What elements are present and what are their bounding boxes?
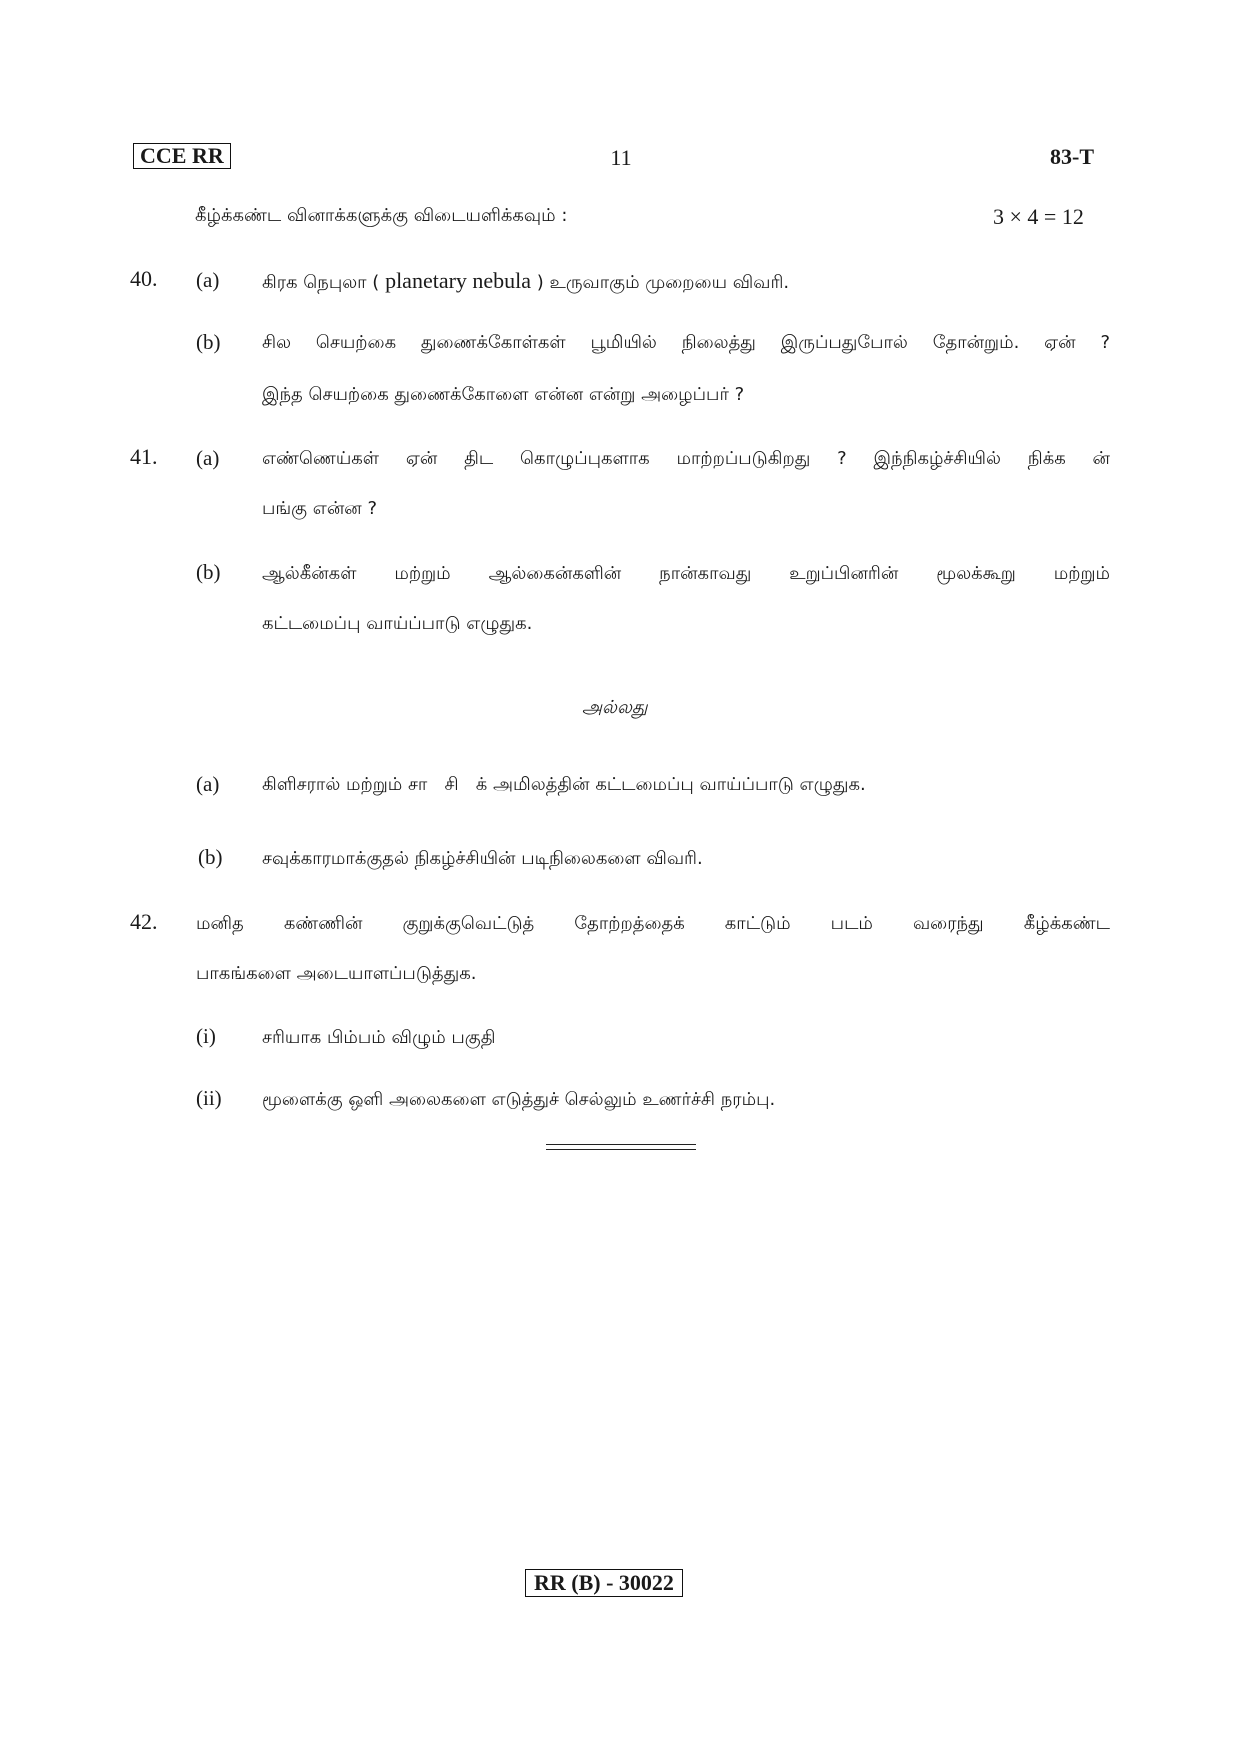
q42-ii-label: (ii): [196, 1086, 222, 1110]
q41-a-label: (a): [196, 446, 220, 470]
q40-b-line1: சில செயற்கை துணைக்கோள்கள் பூமியில் நிலைத்து இருப்பதுபோல் தோன்றும். ஏன் ?: [262, 332, 1110, 353]
paper-code-box: CCE RR: [133, 143, 231, 169]
section-instruction: கீழ்க்கண்ட வினாக்களுக்கு விடையளிக்கவும் :: [195, 205, 568, 226]
q41-alt-b-text: சவுக்காரமாக்குதல் நிகழ்ச்சியின் படிநிலைகளை விவரி.: [262, 848, 703, 869]
q41-a-line1: எண்ணெய்கள் ஏன் திட கொழுப்புகளாக மாற்றப்படுகிறது ? இந்நிகழ்ச்சியில் நிக்க ன்: [262, 448, 1110, 469]
q42-i-text: சரியாக பிம்பம் விழும் பகுதி: [262, 1027, 496, 1048]
q41-b-label: (b): [196, 560, 221, 584]
q41-alt-a-text: கிளிசரால் மற்றும் சா சி க் அமிலத்தின் கட்டமைப்பு வாய்ப்பாடு எழுதுக.: [262, 774, 866, 795]
q41-b-line1: ஆல்கீன்கள் மற்றும் ஆல்கைன்களின் நான்காவது உறுப்பினரின் மூலக்கூறு மற்றும்: [262, 563, 1110, 584]
q40-a-text: [262, 268, 789, 295]
question-number-40: 40.: [130, 266, 158, 291]
footer-code-box: RR (B) - 30022: [525, 1569, 683, 1597]
page-number: 11: [610, 145, 632, 170]
q42-line1: மனித கண்ணின் குறுக்குவெட்டுத் தோற்றத்தைக் காட்டும் படம் வரைந்து கீழ்க்கண்ட: [196, 913, 1110, 934]
subject-code: 83-T: [1050, 144, 1094, 169]
q42-ii-text: மூளைக்கு ஒளி அலைகளை எடுத்துச் செல்லும் உணர்ச்சி நரம்பு.: [262, 1089, 776, 1110]
end-rule-top: [546, 1144, 696, 1145]
q41-alt-a-label: (a): [196, 772, 220, 796]
question-number-42: 42.: [130, 909, 158, 934]
q41-a-line2: பங்கு என்ன ?: [262, 498, 378, 519]
q40-a-text-part1: கிரக நெபுலா (: [262, 272, 380, 293]
question-number-41: 41.: [130, 444, 158, 469]
q40-a-label: (a): [196, 268, 220, 292]
q40-b-label: (b): [196, 330, 221, 354]
q42-line2: பாகங்களை அடையாளப்படுத்துக.: [196, 963, 477, 984]
q40-a-text-latin: planetary nebula: [385, 268, 532, 293]
q40-a-text-part2: ) உருவாகும் முறையை விவரி.: [536, 272, 790, 293]
q40-b-line2: இந்த செயற்கை துணைக்கோளை என்ன என்று அழைப்பர் ?: [262, 384, 745, 405]
end-rule-bottom: [546, 1149, 696, 1150]
q42-i-label: (i): [196, 1024, 216, 1048]
or-separator: அல்லது: [582, 697, 648, 718]
q41-b-line2: கட்டமைப்பு வாய்ப்பாடு எழுதுக.: [262, 613, 533, 634]
section-marks: 3 × 4 = 12: [993, 204, 1084, 229]
q41-alt-b-label: (b): [198, 845, 223, 869]
